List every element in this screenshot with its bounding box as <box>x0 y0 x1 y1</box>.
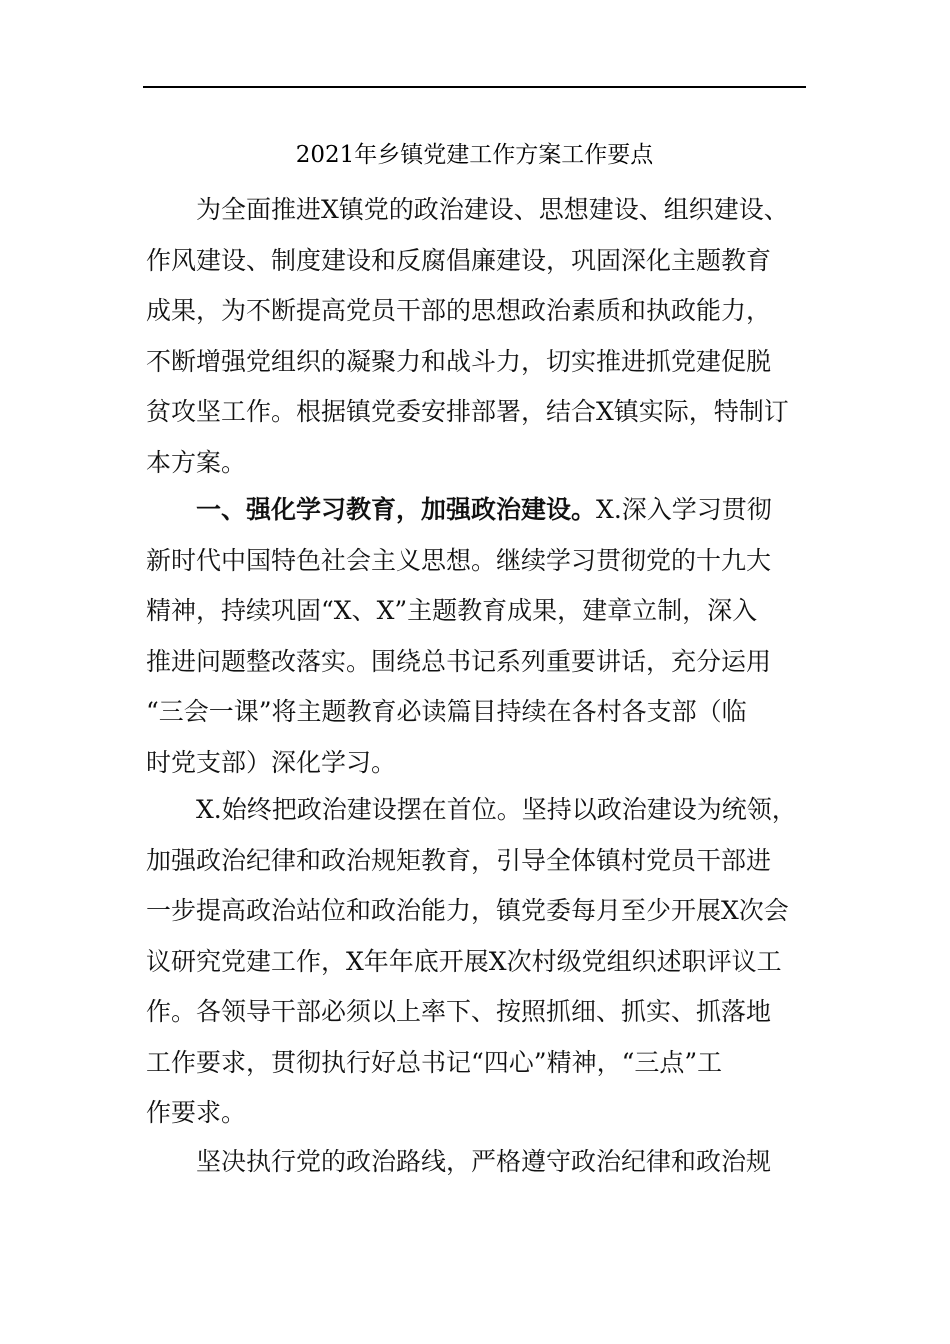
paragraph-line: 作。各领导干部必须以上率下、按照抓细、抓实、抓落地 <box>146 997 772 1026</box>
paragraph-line: 精神，持续巩固“X、X”主题教育成果，建章立制，深入 <box>146 596 758 625</box>
paragraph-political-building <box>146 785 818 1139</box>
paragraph-line: 坚决执行党的政治路线，严格遵守政治纪律和政治规 <box>196 1147 772 1176</box>
paragraph-line: 议研究党建工作，X年年底开展X次村级党组织述职评议工 <box>146 946 782 976</box>
paragraph-line: 新时代中国特色社会主义思想。继续学习贯彻党的十九大 <box>146 545 772 575</box>
paragraph-line: 作风建设、制度建设和反腐倡廉建设，巩固深化主题教育 <box>146 245 772 275</box>
section-heading: 一、强化学习教育，加强政治建设。 <box>196 495 597 524</box>
paragraph-line: 加强政治纪律和政治规矩教育，引导全体镇村党员干部进 <box>146 845 772 875</box>
paragraph-line: 作要求。 <box>146 1098 247 1127</box>
paragraph-line: 时党支部）深化学习。 <box>146 747 397 777</box>
paragraph-section-one <box>146 485 818 788</box>
paragraph-line-text: X.深入学习贯彻 <box>596 495 772 524</box>
paragraph-line <box>146 485 818 536</box>
paragraph-line: 工作要求，贯彻执行好总书记“四心”精神，“三点”工 <box>146 1047 723 1077</box>
paragraph-line: “三会一课”将主题教育必读篇目持续在各村各支部（临 <box>146 697 747 726</box>
paragraph-line: 为全面推进X镇党的政治建设、思想建设、组织建设、 <box>196 195 789 224</box>
paragraph-line: 推进问题整改落实。围绕总书记系列重要讲话，充分运用 <box>146 646 772 676</box>
paragraph-political-line <box>146 1137 818 1188</box>
paragraph-line: 贫攻坚工作。根据镇党委安排部署，结合X镇实际，特制订 <box>146 397 789 426</box>
paragraph-line: 一步提高政治站位和政治能力，镇党委每月至少开展X次会 <box>146 896 789 925</box>
document-title: 2021年乡镇党建工作方案工作要点 <box>295 142 654 168</box>
paragraph-intro <box>146 185 818 488</box>
paragraph-line: X.始终把政治建设摆在首位。坚持以政治建设为统领， <box>196 795 797 824</box>
paragraph-line: 本方案。 <box>146 447 247 477</box>
paragraph-line: 不断增强党组织的凝聚力和战斗力，切实推进抓党建促脱 <box>146 346 772 376</box>
paragraph-line: 成果，为不断提高党员干部的思想政治素质和执政能力， <box>146 296 772 325</box>
header-rule <box>143 86 806 88</box>
